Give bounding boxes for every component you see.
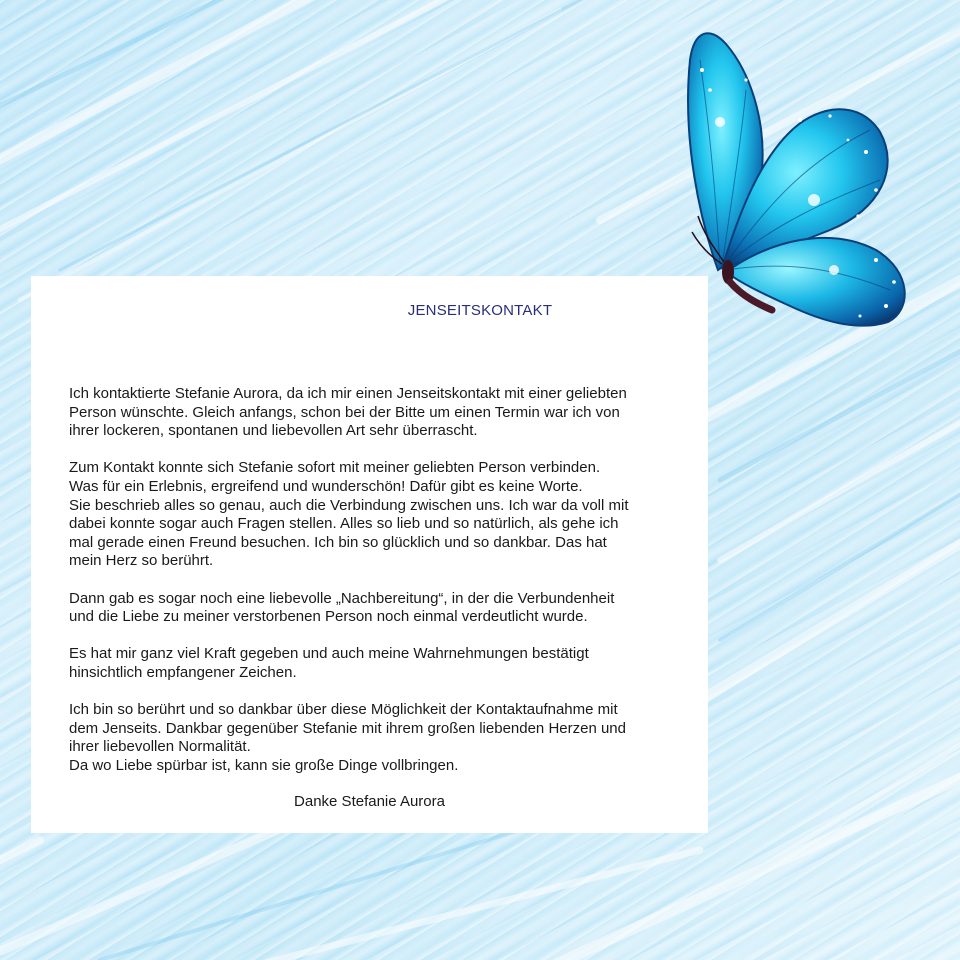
testimonial-card: [31, 276, 708, 833]
testimonial-paragraph: Zum Kontakt konnte sich Stefanie sofort mit meiner geliebten Person verbinden. Was für ein Erlebnis, ergreifend und wunderschön! Dafür gibt es keine Worte. Sie beschrieb alles so genau, auch die Verbindung zwischen uns. Ich war da voll mit dabei konnte sogar auch Fragen stellen. Alles so lieb und so natürlich, als gehe ich mal gerade einen Freund besuchen. Ich bin so glücklich und so dankbar. Das hat mein Herz so berührt.: [69, 459, 629, 570]
testimonial-paragraph: Ich kontaktierte Stefanie Aurora, da ich mir einen Jenseitskontakt mit einer geliebten Person wünschte. Gleich anfangs, schon bei der Bitte um einen Termin war ich von ihrer lockeren, spontanen und liebevollen Art sehr überrascht.: [69, 385, 627, 440]
testimonial-body: [69, 385, 679, 794]
page-title: JENSEITSKONTAKT: [407, 302, 553, 319]
testimonial-paragraph: Dann gab es sogar noch eine liebevolle „Nachbereitung“, in der die Verbundenheit und die Liebe zu meiner verstorbenen Person noch einmal verdeutlicht wurde.: [69, 589, 615, 626]
testimonial-paragraph: Ich bin so berührt und so dankbar über diese Möglichkeit der Kontaktaufnahme mit dem Jenseits. Dankbar gegenüber Stefanie mit ihrem großen liebenden Herzen und ihrer liebevollen Normalität. Da wo Liebe spürbar ist, kann sie große Dinge vollbringen.: [69, 701, 626, 774]
signature: Danke Stefanie Aurora: [294, 793, 445, 810]
butterfly-icon: [680, 20, 920, 330]
testimonial-paragraph: Es hat mir ganz viel Kraft gegeben und auch meine Wahrnehmungen bestätigt hinsichtlich empfangener Zeichen.: [69, 645, 589, 681]
